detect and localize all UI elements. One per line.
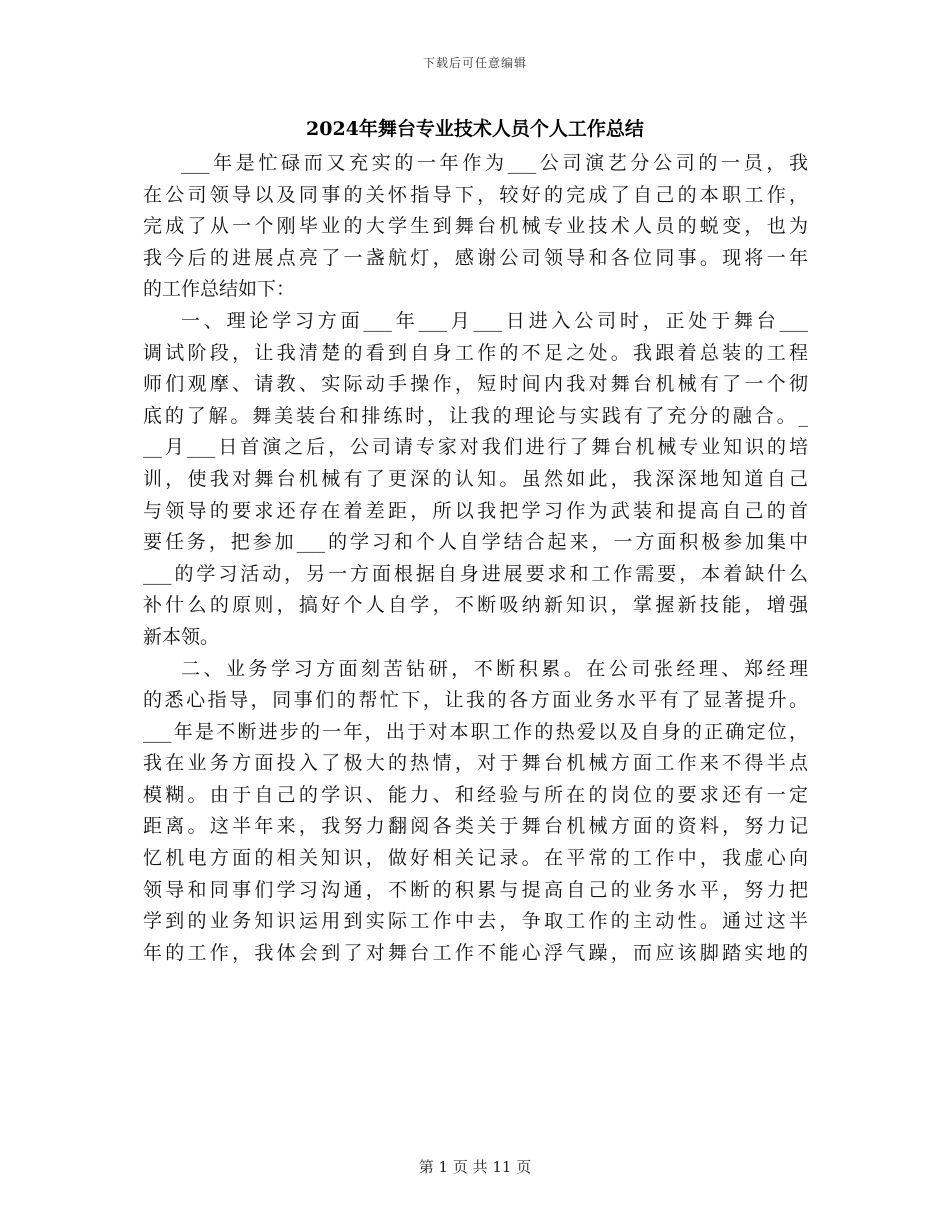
body-line: 年的工作，我体会到了对舞台工作不能心浮气躁，而应该脚踏实地的: [143, 941, 808, 964]
body-line: 调试阶段，让我清楚的看到自身工作的不足之处。我跟着总装的工程: [143, 341, 808, 364]
body-line: 一、理论学习方面___年___月___日进入公司时，正处于舞台___: [181, 309, 808, 332]
body-line: 在公司领导以及同事的关怀指导下，较好的完成了自己的本职工作，: [143, 183, 808, 206]
body-line: 忆机电方面的相关知识，做好相关记录。在平常的工作中，我虚心向: [143, 847, 808, 870]
body-line: 我在业务方面投入了极大的热情，对于舞台机械方面工作来不得半点: [143, 752, 808, 775]
document-body: [143, 148, 808, 969]
body-line: 完成了从一个刚毕业的大学生到舞台机械专业技术人员的蜕变，也为: [143, 215, 808, 238]
body-line: 补什么的原则，搞好个人自学，不断吸纳新知识，掌握新技能，增强: [143, 594, 808, 617]
header-note: 下载后可任意编辑: [422, 56, 527, 70]
body-line: 距离。这半年来，我努力翻阅各类关于舞台机械方面的资料，努力记: [143, 815, 808, 838]
body-line: 训，使我对舞台机械有了更深的认知。虽然如此，我深深地知道自己: [143, 467, 808, 490]
body-line: 我今后的进展点亮了一盏航灯，感谢公司领导和各位同事。现将一年: [143, 246, 808, 269]
body-line: __月___日首演之后，公司请专家对我们进行了舞台机械专业知识的培: [143, 436, 808, 459]
document-title: 2024年舞台专业技术人员个人工作总结: [306, 118, 644, 140]
body-line: 学到的业务知识运用到实际工作中去，争取工作的主动性。通过这半: [143, 910, 808, 933]
body-line: 二、业务学习方面刻苦钻研，不断积累。在公司张经理、郑经理: [181, 657, 808, 680]
body-line: 要任务，把参加___的学习和个人自学结合起来，一方面积极参加集中: [143, 531, 808, 554]
body-line: 新本领。: [143, 625, 220, 648]
body-line: ___年是忙碌而又充实的一年作为___公司演艺分公司的一员，我: [181, 152, 808, 174]
page-number-footer: 第 1 页 共 11 页: [418, 1158, 532, 1176]
body-line: 模糊。由于自己的学识、能力、和经验与所在的岗位的要求还有一定: [143, 783, 808, 806]
body-line: 师们观摩、请教、实际动手操作，短时间内我对舞台机械有了一个彻: [143, 373, 808, 396]
body-line: 与领导的要求还存在着差距，所以我把学习作为武装和提高自己的首: [143, 499, 808, 522]
body-line: ___的学习活动，另一方面根据自身进展要求和工作需要，本着缺什么: [143, 562, 808, 585]
body-line: 的悉心指导，同事们的帮忙下，让我的各方面业务水平有了显著提升。: [143, 689, 808, 712]
body-line: 底的了解。舞美装台和排练时，让我的理论与实践有了充分的融合。_: [143, 404, 808, 427]
body-line: ___年是不断进步的一年，出于对本职工作的热爱以及自身的正确定位，: [143, 720, 808, 743]
body-line: 的工作总结如下：: [143, 278, 296, 301]
body-line: 领导和同事们学习沟通，不断的积累与提高自己的业务水平，努力把: [143, 878, 808, 901]
